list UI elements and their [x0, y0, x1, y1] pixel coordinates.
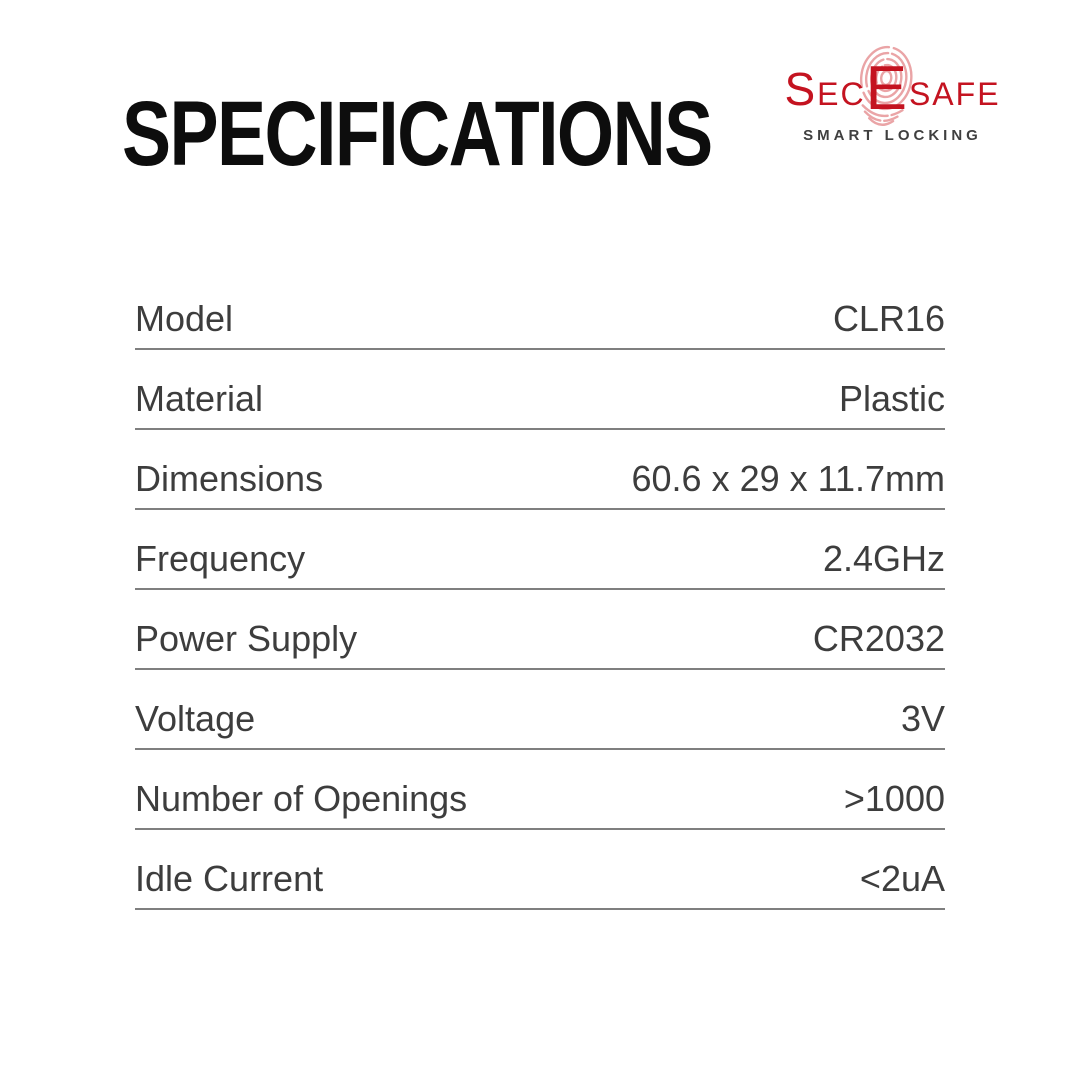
spec-row-number-of-openings: [135, 750, 945, 830]
spec-label: Power Supply: [135, 618, 358, 660]
brand-name-emphasis: E: [865, 54, 909, 123]
spec-value: Plastic: [838, 378, 945, 420]
spec-row-idle-current: [135, 830, 945, 910]
spec-label: Model: [135, 298, 234, 340]
spec-value: CLR16: [832, 298, 945, 340]
spec-value: 60.6 x 29 x 11.7mm: [631, 458, 945, 500]
spec-label: Frequency: [135, 538, 306, 580]
spec-label: Voltage: [135, 698, 256, 740]
brand-name-start: Sec: [784, 63, 866, 115]
spec-value: 3V: [900, 698, 945, 740]
spec-row-dimensions: [135, 430, 945, 510]
spec-value: >1000: [843, 778, 945, 820]
spec-value: 2.4GHz: [822, 538, 945, 580]
brand-logo: [740, 40, 1045, 144]
spec-row-frequency: [135, 510, 945, 590]
page-title: SPECIFICATIONS: [122, 83, 712, 185]
spec-row-voltage: [135, 670, 945, 750]
spec-value: <2uA: [859, 858, 945, 900]
spec-row-power-supply: [135, 590, 945, 670]
spec-row-material: [135, 350, 945, 430]
spec-label: Number of Openings: [135, 778, 468, 820]
spec-table: [135, 270, 945, 910]
spec-label: Material: [135, 378, 264, 420]
brand-tagline: SMART LOCKING: [803, 127, 982, 144]
spec-label: Dimensions: [135, 458, 324, 500]
brand-name-end: safe: [908, 63, 1001, 115]
spec-value: CR2032: [812, 618, 945, 660]
spec-label: Idle Current: [135, 858, 324, 900]
spec-row-model: [135, 270, 945, 350]
brand-name: [784, 54, 1001, 123]
